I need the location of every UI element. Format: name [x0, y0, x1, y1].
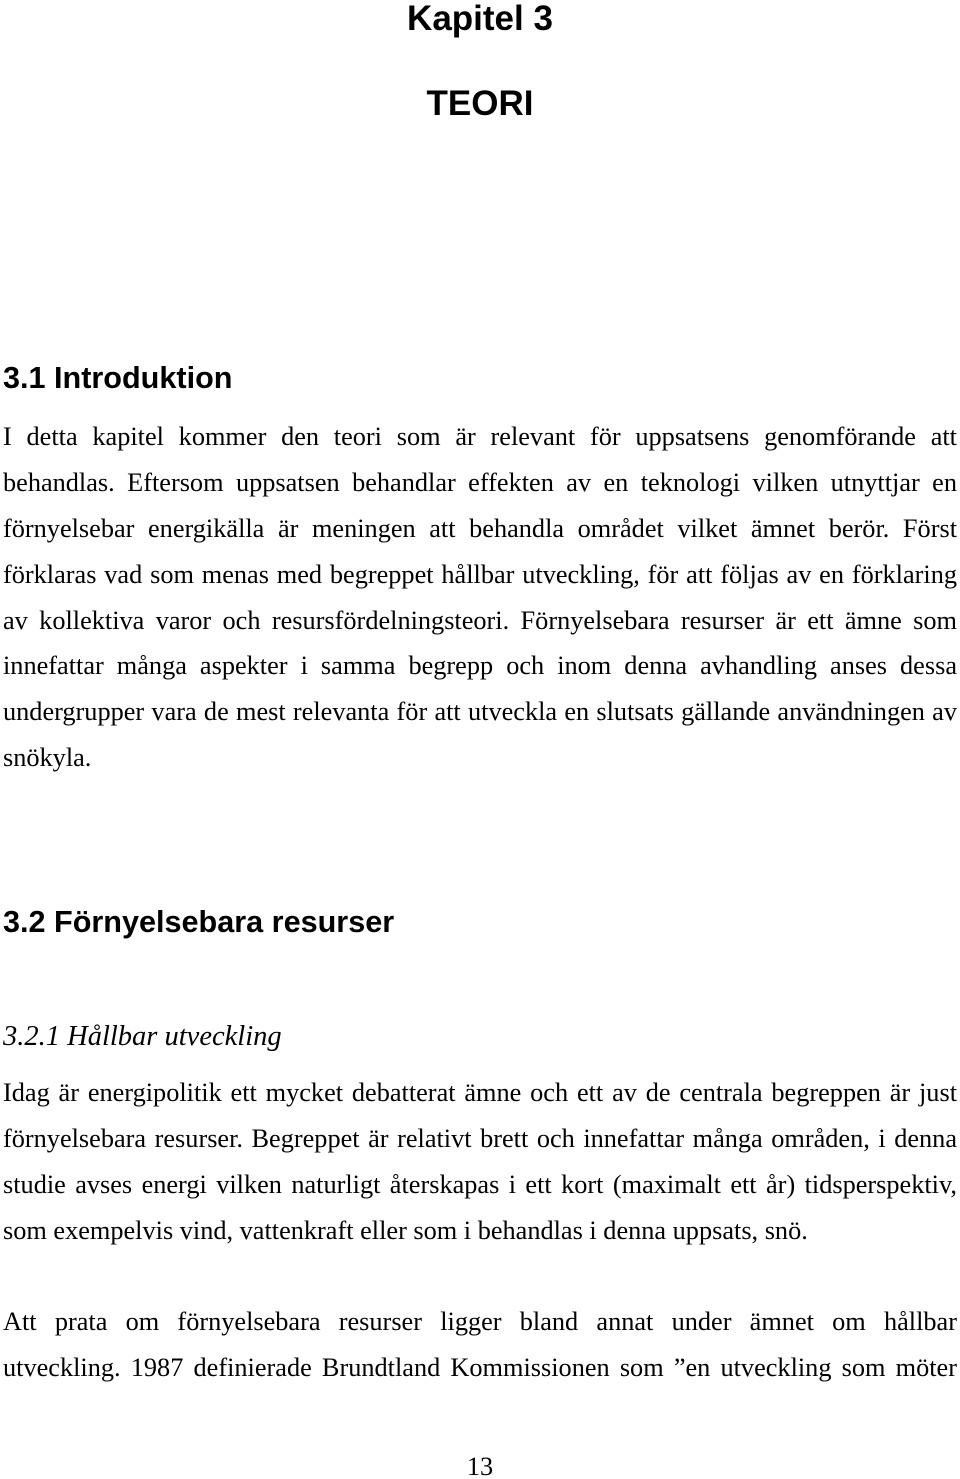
- paragraph: [3, 1299, 957, 1391]
- section-heading: 3.1 Introduktion: [3, 361, 233, 395]
- paragraph: [3, 1070, 957, 1254]
- paragraph-line: förnyelsebar energikälla är meningen att behandla området vilket ämnet berör. Först: [3, 513, 957, 543]
- subsection-heading: 3.2.1 Hållbar utveckling: [3, 1021, 282, 1052]
- paragraph-line: innefattar många aspekter i samma begrepp och inom denna avhandling anses dessa: [3, 651, 957, 681]
- paragraph-line: förklaras vad som menas med begreppet hållbar utveckling, för att följas av en förklaring: [3, 559, 957, 589]
- paragraph-line: Att prata om förnyelsebara resurser ligger bland annat under ämnet om hållbar: [3, 1307, 957, 1336]
- paragraph-line: behandlas. Eftersom uppsatsen behandlar effekten av en teknologi vilken utnyttjar en: [3, 467, 957, 497]
- paragraph-line: undergrupper vara de mest relevanta för att utveckla en slutsats gällande användningen av: [3, 697, 957, 727]
- chapter-label: Kapitel 3: [407, 0, 553, 38]
- paragraph-line: förnyelsebara resurser. Begreppet är relativt brett och innefattar många områden, i denna: [3, 1123, 957, 1153]
- page-number: 13: [466, 1452, 494, 1479]
- paragraph-line: av kollektiva varor och resursfördelningsteori. Förnyelsebara resurser är ett ämne som: [3, 605, 957, 635]
- paragraph-line: som exempelvis vind, vattenkraft eller som i behandlas i denna uppsats, snö.: [3, 1215, 808, 1245]
- paragraph-line: snökyla.: [3, 743, 92, 773]
- paragraph-line: studie avses energi vilken naturligt återskapas i ett kort (maximalt ett år) tidsperspektiv,: [3, 1169, 957, 1199]
- chapter-title: TEORI: [426, 84, 534, 123]
- paragraph-line: I detta kapitel kommer den teori som är relevant för uppsatsens genomförande att: [3, 422, 957, 451]
- section-heading: 3.2 Förnyelsebara resurser: [3, 905, 395, 939]
- paragraph-line: Idag är energipolitik ett mycket debatterat ämne och ett av de centrala begreppen är just: [3, 1078, 957, 1107]
- paragraph: [3, 414, 957, 781]
- paragraph-line: utveckling. 1987 definierade Brundtland Kommissionen som ”en utveckling som möter: [3, 1352, 957, 1382]
